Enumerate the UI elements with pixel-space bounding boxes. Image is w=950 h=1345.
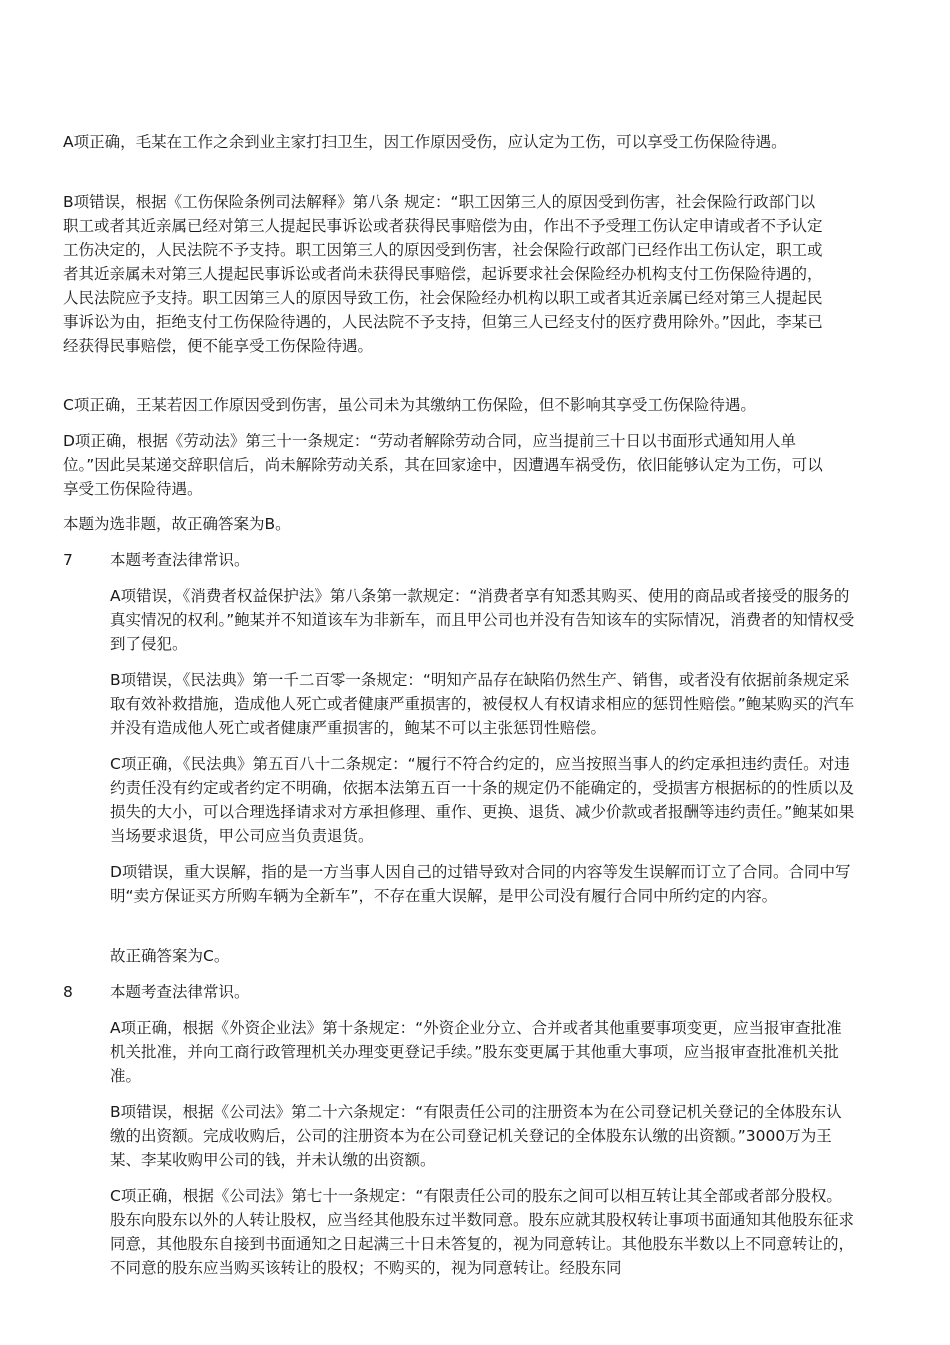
q8-option-b: B项错误，根据《公司法》第二十六条规定：“有限责任公司的注册资本为在公司登记机关登记的全体股东认缴的出资额。完成收购后，公司的注册资本为在公司登记机关登记的全体股东认缴的出资额。”3000万为王某、李某收购甲公司的钱，并未认缴的出资额。 (110, 1103, 842, 1169)
q7-option-c: C项正确，《民法典》第五百八十二条规定：“履行不符合约定的，应当按照当事人的约定承担违约责任。对违约责任没有约定或者约定不明确，依据本法第五百一十条的规定仍不能确定的，受损害方根据标的的性质以及损失的大小，可以合理选择请求对方承担修理、重作、更换、退货、减少价款或者报酬等违约责任。”鲍某如果当场要求退货，甲公司应当负责退货。 (110, 755, 855, 845)
q7-option-b: B项错误，《民法典》第一千二百零一条规定：“明知产品存在缺陷仍然生产、销售，或者没有依据前条规定采取有效补救措施，造成他人死亡或者健康严重损害的，被侵权人有权请求相应的惩罚性赔偿。”鲍某购买的汽车并没有造成他人死亡或者健康严重损害的，鲍某不可以主张惩罚性赔偿。 (110, 671, 855, 737)
q7-option-a: A项错误，《消费者权益保护法》第八条第一款规定：“消费者享有知悉其购买、使用的商品或者接受的服务的真实情况的权利。”鲍某并不知道该车为非新车，而且甲公司也并没有告知该车的实际情况，消费者的知情权受到了侵犯。 (110, 587, 855, 653)
q8-option-a: A项正确，根据《外资企业法》第十条规定：“外资企业分立、合并或者其他重要事项变更，应当报审查批准机关批准，并向工商行政管理机关办理变更登记手续。”股东变更属于其他重大事项，应当报审查批准机关批准。 (110, 1019, 842, 1085)
q6-answer: 本题为选非题，故正确答案为B。 (63, 515, 291, 533)
q8-number: 8 (63, 983, 73, 1001)
q7-answer: 故正确答案为C。 (110, 947, 230, 965)
q6-option-a: A项正确，毛某在工作之余到业主家打扫卫生，因工作原因受伤，应认定为工伤，可以享受工伤保险待遇。 (63, 133, 787, 151)
q6-option-c: C项正确，王某若因工作原因受到伤害，虽公司未为其缴纳工伤保险，但不影响其享受工伤保险待遇。 (63, 396, 756, 414)
q8-topic: 本题考查法律常识。 (110, 983, 250, 1001)
q8-option-c: C项正确，根据《公司法》第七十一条规定：“有限责任公司的股东之间可以相互转让其全部或者部分股权。股东向股东以外的人转让股权，应当经其他股东过半数同意。股东应就其股权转让事项书面通知其他股东征求同意，其他股东自接到书面通知之日起满三十日未答复的，视为同意转让。其他股东半数以上不同意转让的，不同意的股东应当购买该转让的股权；不购买的，视为同意转让。经股东同 (110, 1187, 855, 1277)
q6-option-b: B项错误，根据《工伤保险条例司法解释》第八条 规定：“职工因第三人的原因受到伤害，社会保险行政部门以职工或者其近亲属已经对第三人提起民事诉讼或者获得民事赔偿为由，作出不予受理工伤认定申请或者不予认定工伤决定的，人民法院不予支持。职工因第三人的原因受到伤害，社会保险行政部门已经作出工伤认定，职工或者其近亲属未对第三人提起民事诉讼或者尚未获得民事赔偿，起诉要求社会保险经办机构支付工伤保险待遇的，人民法院应予支持。职工因第三人的原因导致工伤，社会保险经办机构以职工或者其近亲属已经对第三人提起民事诉讼为由，拒绝支付工伤保险待遇的，人民法院不予支持，但第三人已经支付的医疗费用除外。”因此，李某已经获得民事赔偿，便不能享受工伤保险待遇。 (63, 193, 823, 355)
q7-topic: 本题考查法律常识。 (110, 551, 250, 569)
q7-number: 7 (63, 551, 73, 569)
q6-option-d: D项正确，根据《劳动法》第三十一条规定：“劳动者解除劳动合同，应当提前三十日以书面形式通知用人单位。”因此吴某递交辞职信后，尚未解除劳动关系，其在回家途中，因遭遇车祸受伤，依旧能够认定为工伤，可以享受工伤保险待遇。 (63, 432, 823, 498)
q7-option-d: D项错误，重大误解，指的是一方当事人因自己的过错导致对合同的内容等发生误解而订立了合同。合同中写明“卖方保证买方所购车辆为全新车”，不存在重大误解，是甲公司没有履行合同中所约定的内容。 (110, 863, 851, 905)
